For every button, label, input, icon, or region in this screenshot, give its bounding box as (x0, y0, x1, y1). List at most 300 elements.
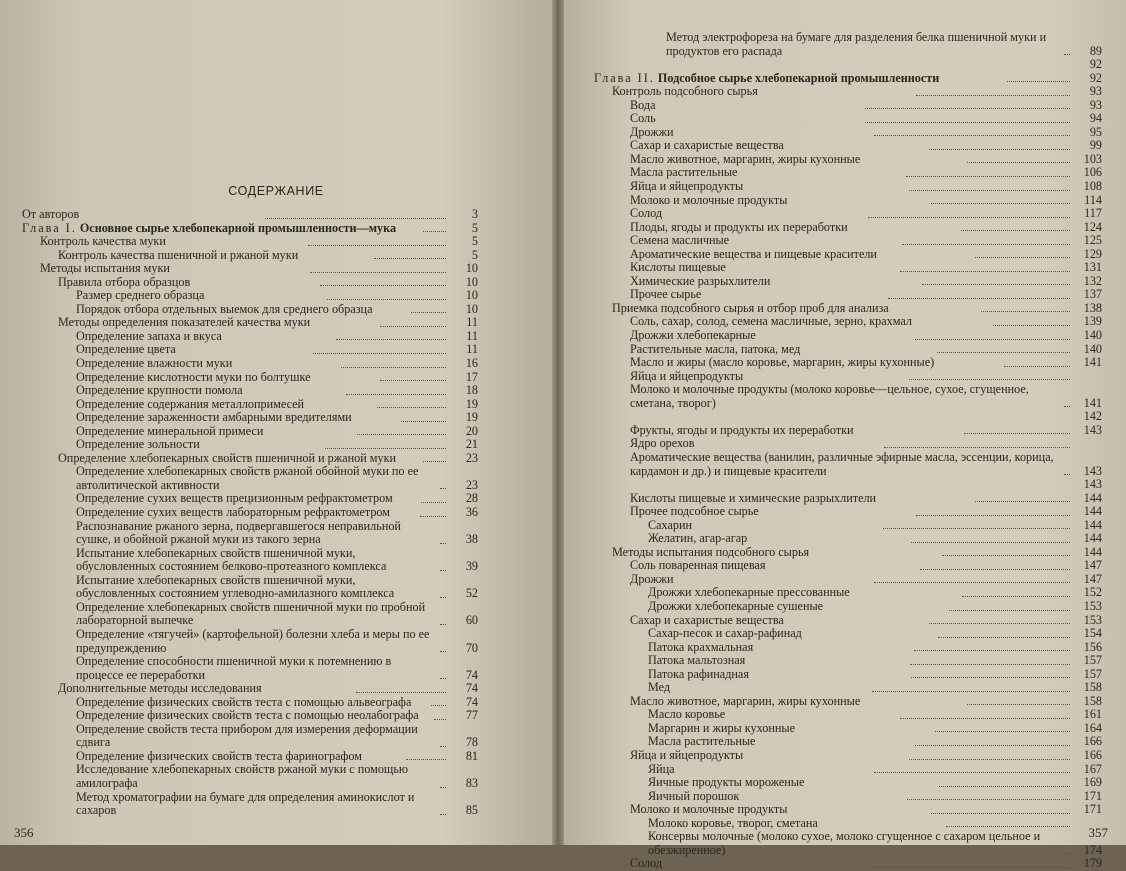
toc-entry (22, 655, 478, 682)
toc-entry (22, 330, 478, 344)
toc-page-number: 74 (465, 681, 478, 696)
toc-page-number: 103 (1083, 151, 1102, 166)
leader-dots (938, 637, 1070, 638)
leader-dots (910, 664, 1070, 665)
toc-page-number: 93 (1089, 97, 1103, 112)
toc-entry-text: Определение физических свойств теста фаринографом (76, 749, 362, 763)
toc-entry-title (630, 383, 1060, 410)
leader-dots (440, 746, 446, 747)
toc-entry-title (630, 343, 933, 357)
toc-page-number: 138 (1083, 300, 1102, 315)
toc-entry-text: Масло животное, маргарин, жиры кухонные (630, 694, 861, 708)
toc-entry-title (76, 574, 436, 601)
leader-dots (931, 813, 1070, 814)
toc-entry (22, 763, 478, 790)
toc-entry-title (630, 492, 971, 506)
toc-entry-title (648, 722, 931, 736)
toc-entry-text: Определение физических свойств теста с помощью неолабографа (76, 709, 419, 723)
toc-entry-text: Масла растительные (630, 166, 738, 180)
toc-entry (22, 547, 478, 574)
toc-entry-title (630, 749, 905, 763)
leader-dots (440, 624, 446, 625)
toc-entry-title (630, 248, 971, 262)
toc-page-number: 153 (1083, 598, 1102, 613)
toc-page-number: 38 (465, 532, 478, 547)
toc-page-number: 78 (465, 735, 478, 750)
leader-dots (265, 218, 446, 219)
leader-dots (937, 352, 1070, 353)
leader-dots (914, 650, 1070, 651)
leader-dots (900, 271, 1070, 272)
toc-entry-title (648, 776, 935, 790)
leader-dots (961, 230, 1070, 231)
toc-entry (594, 315, 1102, 329)
toc-entry-title (58, 316, 376, 330)
toc-page-number: 161 (1083, 707, 1102, 722)
toc-entry-title (648, 627, 934, 641)
leader-dots (411, 312, 446, 313)
toc-entry (22, 682, 478, 696)
toc-entry (594, 600, 1102, 614)
toc-page-number: 140 (1083, 328, 1102, 343)
toc-entry (594, 424, 1102, 438)
toc-entry-text: Патока рафинадная (648, 667, 749, 681)
toc-entry-title (630, 166, 902, 180)
leader-dots (884, 447, 1070, 448)
toc-entry-title (630, 329, 911, 343)
toc-entry-title (648, 708, 896, 722)
toc-page-number: 10 (465, 274, 478, 289)
toc-entry (594, 763, 1102, 777)
toc-entry (594, 207, 1102, 221)
toc-page-number: 158 (1083, 693, 1102, 708)
toc-entry-text: Яйца и яйцепродукты (630, 748, 744, 762)
toc-page-number: 144 (1083, 490, 1102, 505)
toc-entry (594, 370, 1102, 384)
toc-entry-title (76, 411, 397, 425)
toc-entry-text: Желатин, агар-агар (648, 532, 748, 546)
toc-page-number: 139 (1083, 314, 1102, 329)
leader-dots (320, 285, 446, 286)
toc-entry-text: Контроль качества пшеничной и ржаной муки (58, 248, 299, 262)
toc-entry-text: Определение хлебопекарных свойств пшеничной и ржаной муки (58, 451, 397, 465)
leader-dots (440, 597, 446, 598)
toc-entry-title (648, 519, 879, 533)
toc-entry-title (648, 654, 906, 668)
toc-entry-text: Методы испытания подсобного сырья (612, 545, 810, 559)
leader-dots (888, 298, 1070, 299)
toc-page-number: 11 (466, 328, 479, 343)
toc-entry-text: Определение содержания металлопримесей (76, 397, 305, 411)
toc-entry (22, 506, 478, 520)
toc-entry (594, 532, 1102, 546)
toc-entry (594, 261, 1102, 275)
toc-entry-title (648, 600, 945, 614)
leader-dots (357, 434, 446, 435)
toc-entry-title (76, 763, 436, 790)
leader-dots (915, 339, 1070, 340)
leader-dots (911, 542, 1070, 543)
toc-entry-title (630, 275, 918, 289)
leader-dots (313, 353, 446, 354)
toc-entry-text: Молоко и молочные продукты (630, 803, 788, 817)
toc-extra-page-row (594, 478, 1102, 492)
toc-page-number: 141 (1083, 395, 1102, 410)
toc-entry (22, 249, 478, 263)
toc-page-number: 147 (1083, 558, 1102, 573)
toc-entry-title (76, 425, 353, 439)
toc-entry-title (630, 99, 861, 113)
toc-entry-text: Метод электрофореза на бумаге для разделения белка пшеничной муки и продуктов его распада (666, 31, 1047, 58)
toc-page-number: 142 (1083, 409, 1102, 424)
leader-dots (374, 258, 446, 259)
leader-dots (964, 433, 1070, 434)
toc-entry-text: Фрукты, ягоды и продукты их переработки (630, 423, 854, 437)
toc-entry-text: Испытание хлебопекарных свойств пшеничной муки, обусловленных состоянием белково-протеазного комплекса (76, 546, 387, 574)
toc-entry-text: Семена масличные (630, 234, 730, 248)
toc-page-number: 10 (465, 301, 478, 316)
left-page (0, 0, 552, 845)
toc-entry-text: Соль поваренная пищевая (630, 559, 766, 573)
toc-page-number: 85 (465, 803, 478, 818)
toc-entry (594, 546, 1102, 560)
toc-entry-title (630, 573, 870, 587)
toc-entry (22, 574, 478, 601)
toc-entry-title (22, 222, 419, 236)
toc-page-number: 93 (1089, 84, 1102, 99)
toc-entry-text: Определение крупности помола (76, 384, 243, 398)
leader-dots (874, 582, 1070, 583)
toc-entry (22, 492, 478, 506)
toc-entry (594, 681, 1102, 695)
right-page-number: 357 (1088, 825, 1108, 840)
toc-page-number: 179 (1083, 856, 1102, 871)
toc-page-number: 10 (465, 261, 478, 276)
toc-page-number: 20 (465, 423, 478, 438)
toc-entry-text: Дрожжи хлебопекарные прессованные (648, 586, 850, 600)
toc-page-number: 174 (1083, 842, 1102, 857)
toc-entry-text: Патока мальтозная (648, 654, 746, 668)
toc-entry-text: Химические разрыхлители (630, 274, 771, 288)
toc-extra-page-row (594, 410, 1102, 424)
toc-page-number: 3 (471, 207, 478, 221)
leader-dots (440, 651, 446, 652)
leader-dots (865, 108, 1070, 109)
toc-page-number: 131 (1083, 260, 1103, 275)
toc-entry (22, 289, 478, 303)
toc-entry-text: Определение сухих веществ прецизионным рефрактометром (76, 492, 393, 506)
toc-extra-page-row (594, 58, 1102, 72)
toc-entry (594, 492, 1102, 506)
toc-page-number: 147 (1083, 571, 1102, 586)
toc-page-number: 28 (465, 491, 479, 506)
toc-page-number: 171 (1083, 788, 1103, 803)
left-page-number: 356 (14, 825, 34, 840)
toc-entry-title (630, 261, 896, 275)
toc-entry-title (630, 153, 963, 167)
toc-entry-title (76, 709, 430, 723)
toc-page-number: 143 (1083, 463, 1102, 478)
leader-dots (440, 678, 446, 679)
toc-page-number: 137 (1083, 287, 1103, 302)
leader-dots (1064, 853, 1070, 854)
leader-dots (920, 569, 1070, 570)
toc-entry-title (648, 790, 903, 804)
toc-entry-title (630, 370, 905, 384)
toc-entry-text: Молоко коровье, творог, сметана (648, 816, 818, 830)
toc-page-number: 16 (465, 356, 478, 371)
leader-dots (1007, 81, 1070, 82)
toc-page-number: 166 (1083, 734, 1103, 749)
toc-entry-text: Дрожжи (630, 125, 674, 139)
leader-dots (931, 203, 1070, 204)
toc-entry-title (76, 506, 416, 520)
toc-entry-text: Порядок отбора отдельных выемок для среднего образца (76, 302, 373, 316)
toc-entry (594, 722, 1102, 736)
toc-entry (22, 276, 478, 290)
leader-dots (431, 705, 446, 706)
toc-entry-title (76, 791, 436, 818)
toc-entry-text: Определение минеральной примеси (76, 424, 264, 438)
toc-page-number: 74 (465, 694, 478, 709)
toc-entry-text: Масло и жиры (масло коровье, маргарин, жиры кухонные) (630, 356, 935, 370)
toc-entry (594, 668, 1102, 682)
toc-entry (594, 112, 1102, 126)
toc-entry-text: Соль, сахар, солод, семена масличные, зерно, крахмал (630, 315, 912, 329)
toc-entry-text: Яичные продукты мороженые (648, 776, 805, 790)
toc-entry-title (630, 614, 925, 628)
toc-entry-title (630, 221, 957, 235)
leader-dots (872, 691, 1070, 692)
leader-dots (949, 610, 1070, 611)
toc-entry-text: Определение физических свойств теста с помощью альвеографа (76, 695, 412, 709)
leader-dots (423, 231, 446, 232)
leader-dots (916, 515, 1070, 516)
toc-page-number: 95 (1089, 124, 1102, 139)
toc-entry (594, 153, 1102, 167)
toc-entry-title (76, 696, 427, 710)
toc-entry-title (76, 398, 373, 412)
toc-page-number: 154 (1083, 626, 1103, 641)
toc-entry-title (76, 465, 436, 492)
leader-dots (900, 718, 1070, 719)
toc-entry-text: Кислоты пищевые и химические разрыхлители (630, 491, 877, 505)
toc-page-number: 23 (465, 477, 478, 492)
toc-page-number: 21 (465, 437, 479, 452)
toc-page-number: 144 (1083, 517, 1102, 532)
toc-page-number: 152 (1083, 585, 1102, 600)
toc-entry-text: Размер среднего образца (76, 289, 205, 303)
toc-entry-text: Распознавание ржаного зерна, подвергавшегося неправильной сушке, и обойной ржаной муки из такого зерна (76, 519, 401, 547)
leader-dots (868, 867, 1070, 868)
toc-entry-text: Сахар-песок и сахар-рафинад (648, 627, 802, 641)
leader-dots (962, 596, 1070, 597)
toc-page-number: 92 (1089, 57, 1102, 72)
toc-entry-text: Прочее сырье (630, 288, 702, 302)
toc-entry-title (630, 559, 916, 573)
toc-entry-title (630, 180, 905, 194)
toc-page-number: 23 (465, 450, 479, 465)
toc-page-number: 5 (471, 220, 479, 235)
toc-page-number: 132 (1083, 273, 1103, 288)
toc-page-number: 89 (1089, 43, 1102, 58)
toc-entry-title (630, 451, 1060, 478)
toc-entry-title (630, 857, 864, 871)
toc-entry-title (76, 371, 376, 385)
leader-dots (421, 502, 446, 503)
toc-entry (22, 425, 478, 439)
toc-page-number: 19 (465, 396, 479, 411)
toc-entry (22, 208, 478, 222)
toc-entry (594, 614, 1102, 628)
toc-entry (594, 288, 1102, 302)
chapter-prefix: Глава II. (594, 71, 655, 85)
toc-entry (594, 139, 1102, 153)
toc-page-number: 114 (1084, 192, 1103, 207)
toc-entry-title (76, 655, 436, 682)
book-gutter (552, 0, 564, 845)
toc-page-number: 158 (1083, 680, 1103, 695)
toc-entry-title (76, 750, 402, 764)
toc-entry-text: Ядро орехов (630, 437, 695, 451)
toc-entry-text: Приемка подсобного сырья и отбор проб для анализа (612, 301, 889, 315)
toc-entry-text: Определение влажности муки (76, 357, 233, 371)
leader-dots (865, 122, 1070, 123)
toc-entry (594, 356, 1102, 370)
toc-page-number: 140 (1083, 341, 1103, 356)
leader-dots (906, 176, 1070, 177)
leader-dots (406, 759, 446, 760)
toc-page-number: 167 (1083, 761, 1102, 776)
toc-entry (22, 723, 478, 750)
toc-entry-title (612, 302, 977, 316)
toc-entry-text: Дрожжи хлебопекарные (630, 329, 756, 343)
leader-dots (967, 162, 1070, 163)
toc-entry-title (648, 532, 907, 546)
toc-entry-title (76, 601, 436, 628)
toc-entry (22, 235, 478, 249)
toc-entry-title (630, 207, 864, 221)
toc-entry (594, 275, 1102, 289)
toc-entry-text: Солод (630, 207, 663, 221)
toc-entry-title (594, 72, 1003, 86)
toc-entry-text: Молоко и молочные продукты (молоко коровье—цельное, сухое, сгущенное, сметана, творог) (630, 383, 1029, 410)
toc-entry-title (22, 208, 261, 222)
leader-dots (310, 272, 446, 273)
toc-entry (594, 221, 1102, 235)
toc-entry-title (648, 763, 870, 777)
toc-entry (594, 343, 1102, 357)
toc-entry-title (612, 546, 938, 560)
toc-entry-text: Подсобное сырье хлебопекарной промышленности (657, 71, 940, 85)
leader-dots (440, 787, 446, 788)
toc-page-number: 117 (1084, 206, 1102, 221)
toc-entry (22, 628, 478, 655)
leader-dots (883, 528, 1070, 529)
toc-page-number: 74 (465, 667, 478, 682)
toc-entry (22, 601, 478, 628)
toc-entry-title (58, 276, 316, 290)
toc-entry-title (76, 330, 332, 344)
toc-entry-text: Яйца и яйцепродукты (630, 369, 744, 383)
toc-entry-text: Сахар и сахаристые вещества (630, 139, 784, 153)
leader-dots (401, 421, 446, 422)
leader-dots (1064, 474, 1070, 475)
toc-entry (594, 817, 1102, 831)
toc-page-number: 156 (1083, 639, 1103, 654)
toc-entry-text: Вода (630, 98, 656, 112)
toc-entry-text: Определение запаха и вкуса (76, 329, 222, 343)
leader-dots (916, 95, 1070, 96)
toc-page-number: 17 (465, 369, 479, 384)
toc-entry-title (76, 289, 323, 303)
toc-entry-text: Контроль подсобного сырья (612, 85, 758, 99)
toc-page-number: 19 (465, 410, 478, 425)
toc-page-number: 166 (1083, 747, 1102, 762)
leader-dots (308, 245, 446, 246)
toc-entry (594, 627, 1102, 641)
toc-page-number: 143 (1083, 422, 1102, 437)
toc-entry-text: Яичный порошок (648, 789, 740, 803)
leader-dots (929, 623, 1070, 624)
toc-entry-title (76, 547, 436, 574)
toc-entry-text: Масло коровье (648, 708, 726, 722)
toc-entry (594, 126, 1102, 140)
toc-entry-title (630, 126, 870, 140)
toc-entry (594, 248, 1102, 262)
leader-dots (325, 448, 446, 449)
leader-dots (975, 257, 1070, 258)
toc-entry-text: Кислоты пищевые (630, 261, 726, 275)
toc-entry (594, 573, 1102, 587)
leader-dots (946, 826, 1070, 827)
leader-dots (907, 799, 1070, 800)
toc-entry-text: Контроль качества муки (40, 235, 166, 249)
toc-page-number: 11 (466, 342, 478, 357)
toc-entry (22, 465, 478, 492)
toc-entry (594, 99, 1102, 113)
toc-left (22, 208, 478, 818)
toc-entry (594, 708, 1102, 722)
toc-entry (22, 343, 478, 357)
toc-entry (594, 776, 1102, 790)
toc-entry-title (58, 452, 419, 466)
leader-dots (902, 244, 1070, 245)
toc-entry-text: Масла растительные (648, 735, 756, 749)
toc-page-number: 157 (1083, 666, 1103, 681)
toc-entry-title (630, 437, 880, 451)
leader-dots (929, 149, 1070, 150)
leader-dots (440, 570, 446, 571)
toc-entry (22, 357, 478, 371)
leader-dots (440, 814, 446, 815)
leader-dots (327, 299, 446, 300)
leader-dots (377, 407, 446, 408)
toc-entry-text: Плоды, ягоды и продукты их переработки (630, 220, 848, 234)
toc-entry-text: Патока крахмальная (648, 640, 754, 654)
toc-entry-text: Молоко и молочные продукты (630, 193, 788, 207)
toc-entry (22, 791, 478, 818)
toc-entry (594, 72, 1102, 86)
toc-entry-text: Дрожжи хлебопекарные сушеные (648, 599, 824, 613)
leader-dots (967, 704, 1070, 705)
toc-entry (594, 830, 1102, 857)
toc-entry-text: Прочее подсобное сырье (630, 505, 759, 519)
leader-dots (341, 367, 446, 368)
leader-dots (1004, 366, 1070, 367)
toc-entry (22, 709, 478, 723)
toc-entry-text: Определение цвета (76, 343, 176, 357)
